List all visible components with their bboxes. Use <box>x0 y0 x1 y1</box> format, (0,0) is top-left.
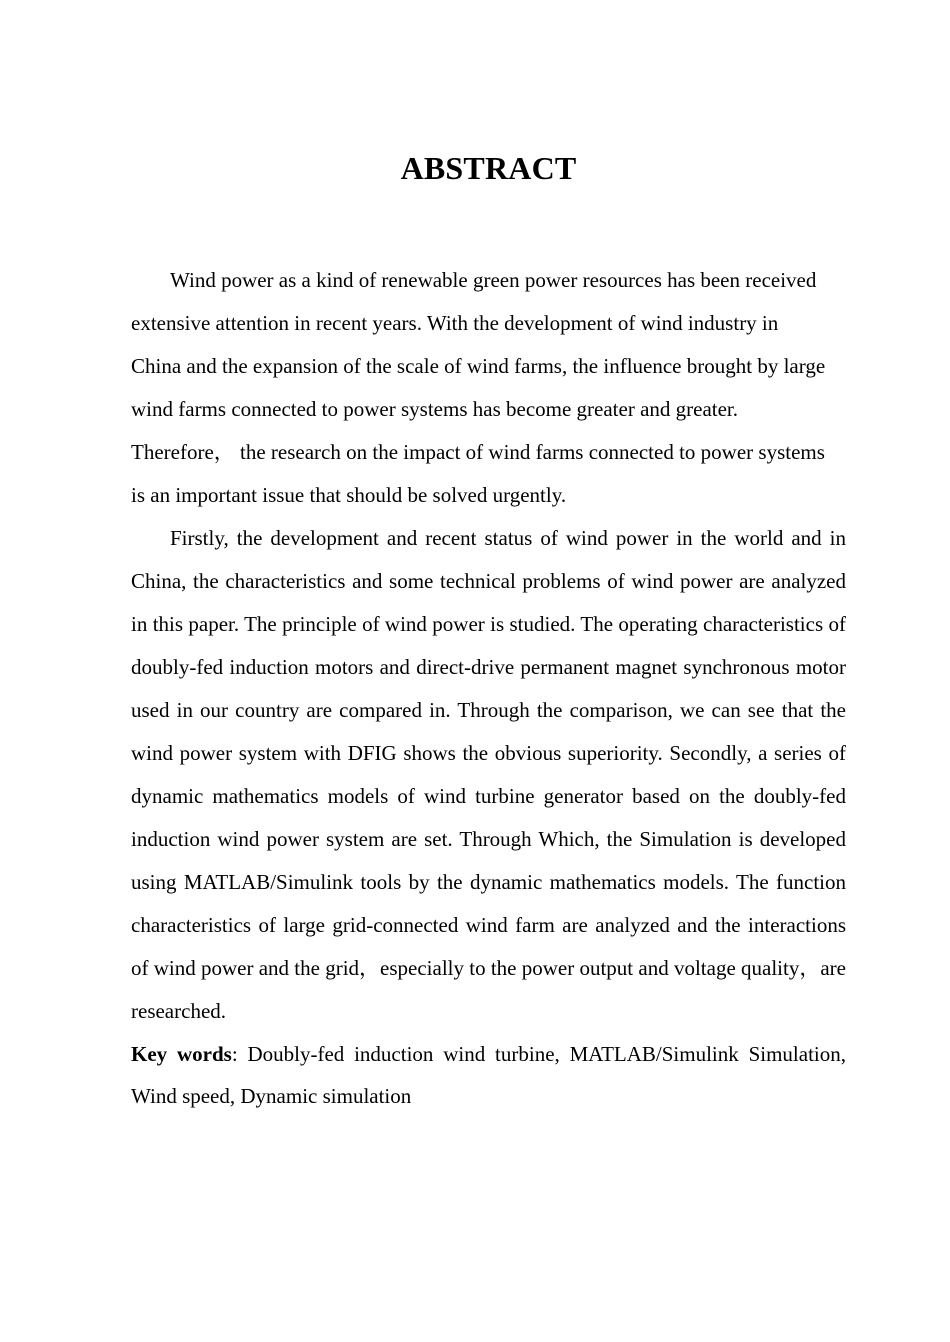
abstract-paragraph-1: Wind power as a kind of renewable green power resources has been received extensive attention in recent years. With the development of wind industry in China and the expansion of the scale of wind farms, the influence brought by large wind farms connected to power systems has become greater and greater. Therefore， the research on the impact of wind farms connected to power systems is an important issue that should be solved urgently. <box>131 268 826 507</box>
abstract-title: ABSTRACT <box>400 150 577 186</box>
document-page <box>131 0 846 1117</box>
keywords-separator: : <box>231 1042 238 1066</box>
keywords-label: Key words <box>131 1042 232 1066</box>
keywords-text: Doubly-fed induction wind turbine, MATLAB/Simulink Simulation, Wind speed, Dynamic simulation <box>131 1042 846 1108</box>
keywords-line <box>131 1033 846 1117</box>
abstract-paragraph-2: Firstly, the development and recent status of wind power in the world and in China, the characteristics and some technical problems of wind power are analyzed in this paper. The principle of wind power is studied. The operating characteristics of doubly-fed induction motors and direct-drive permanent magnet synchronous motor used in our country are compared in. Through the comparison, we can see that the wind power system with DFIG shows the obvious superiority. Secondly, a series of dynamic mathematics models of wind turbine generator based on the doubly-fed induction wind power system are set. Through Which, the Simulation is developed using MATLAB/Simulink tools by the dynamic mathematics models. The function characteristics of large grid-connected wind farm are analyzed and the interactions of wind power and the grid，especially to the power output and voltage quality，are researched. <box>131 526 846 1023</box>
abstract-body <box>131 259 846 1117</box>
